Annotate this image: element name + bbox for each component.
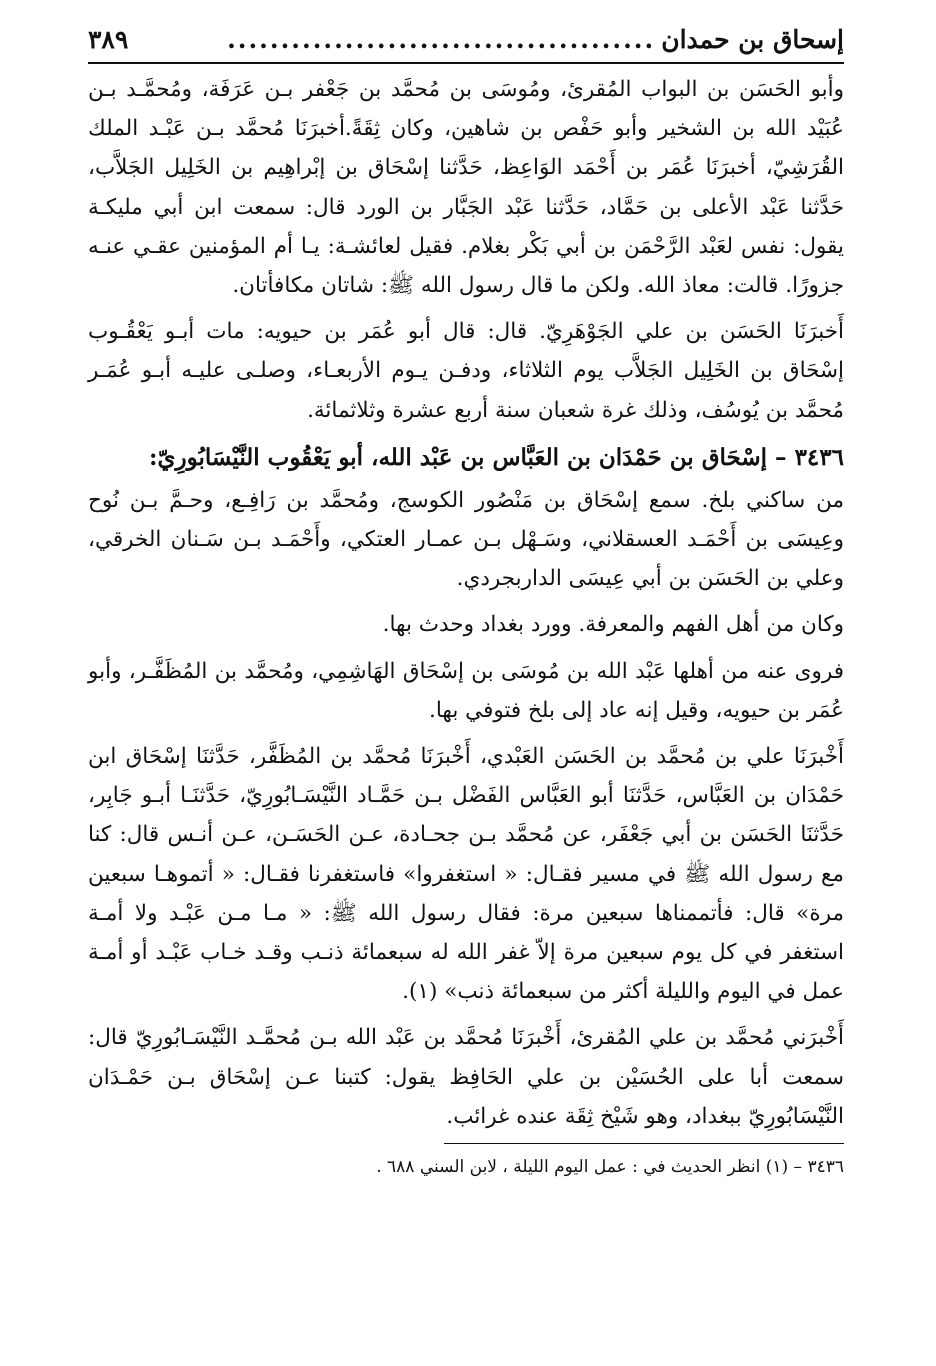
paragraph-death-report: أَخبرَنَا الحَسَن بن علي الجَوْهَرِيّ. قال: قال أبو عُمَر بن حيويه: مات أبـو يَعْقُـوب إسْحَاق بن الخَلِيل الجَلاَّب يوم الثلاثاء، ودفـن يـوم الأربعـاء، وصلـى عليـه أبـو عُمَـر مُحمَّد بن يُوسُف، وذلك غرة شعبان سنة أربع عشرة وثلاثمائة. <box>88 319 844 423</box>
entry-paragraph-reliability: أَخْبرَني مُحمَّد بن علي المُقرئ، أَخْبرَنَا مُحمَّد بن عَبْد الله بـن مُحمَّـد النَّيْسَـابُورِيّ قال: سمعت أبا على الحُسَيْن بن علي الحَافِظ يقول: كتبنا عـن إسْحَاق بـن حَمْـدَان النَّيْسَابُورِيّ ببغداد، وهو شَيْخ ثِقَة عنده غرائب. <box>88 1025 844 1129</box>
entry-heading: ٣٤٣٦ – إسْحَاق بن حَمْدَان بن العَبَّاس بن عَبْد الله، أبو يَعْقُوب النَّيْسَابُورِيّ: <box>148 443 844 471</box>
entry-paragraph-teachers: من ساكني بلخ. سمع إسْحَاق بن مَنْصُور الكوسج، ومُحمَّد بن رَافِـع، وحـمَّ بـن نُوح وعِيسَى بن أَحْمَـد العسقلاني، وسَـهْل بـن عمـار العتكي، وأَحْمَـد بـن سَـنان الخرقي، وعلي بن الحَسَن بن أبي عِيسَى الداربجردي. <box>88 487 844 592</box>
page-body <box>88 70 844 1180</box>
entry-paragraph-students: فروى عنه من أهلها عَبْد الله بن مُوسَى بن إسْحَاق الهَاشِمِي، ومُحمَّد بن المُظَفَّـر، وأبو عُمَر بن حيويه، وقيل إنه عاد إلى بلخ فتوفي بها. <box>88 658 844 723</box>
footnote-separator <box>444 1143 844 1144</box>
entry-paragraph-hadith: أَخْبرَنَا علي بن مُحمَّد بن الحَسَن العَبْدي، أَخْبرَنَا مُحمَّد بن المُظَفَّر، حَدَّثنَا إسْحَاق ابن حَمْدَان بن العَبَّاس، حَدَّثنَا أبو العَبَّاس الفَضْل بـن حَمَّـاد النَّيْسَـابُورِيّ، حَدَّثنَـا أبـو جَابِر، حَدَّثنَا الحَسَن بن أبي جَعْفَر، عن مُحمَّد بـن جحـادة، عـن الحَسَـن، عـن أنـس قال: كنا مع رسول الله ﷺ في مسير فقـال: « استغفروا» فاستغفرنا فقـال: « أتموهـا سبعين مرة» قال: فأتممناها سبعين مرة: فقال رسول الله ﷺ: « مـا مـن عَبْـد ولا أمـة استغفر في كل يوم سبعين مرة إلاّ غفر الله له سبعمائة ذنـب وقـد خـاب عَبْـد أو أمـة عمل في اليوم والليلة أكثر من سبعمائة ذنب» (١). <box>88 744 844 1005</box>
footnote: ٣٤٣٦ – (١) انظر الحديث في : عمل اليوم الليلة ، لابن السني ٦٨٨ . <box>376 1157 844 1178</box>
paragraph-continuation: وأبو الحَسَن بن البواب المُقرئ، ومُوسَى بن مُحمَّد بن جَعْفر بـن عَرَفَة، ومُحمَّـد بـن عُبَيْد الله بن الشخير وأبو حَفْص بن شاهين، وكان ثِقَةً.أخبرَنَا مُحمَّد بـن عَبْـد الملك القُرَشِيّ، أخبرَنَا عُمَر بن أَحْمَد الوَاعِظ، حَدَّثنا إسْحَاق بن إبْراهِيم بن الخَلِيل الجَلاَّب، حَدَّثنا عَبْد الأعلى بن حَمَّاد، حَدَّثنا عَبْد الجَبَّار بن الورد قال: سمعت ابن أبي مليكـة يقول: نفس لعَبْد الرَّحْمَن بن أبي بَكْر بغلام. فقيل لعائشـة: يـا أم المؤمنين عقـي عنـه جزورًا. قالت: معاذ الله. ولكن ما قال رسول الله ﷺ: شاتان مكافأتان. <box>88 77 844 299</box>
running-header <box>88 20 844 64</box>
entry-paragraph-character: وكان من أهل الفهم والمعرفة. وورد بغداد وحدث بها. <box>382 612 844 638</box>
running-header-leader-dots: ........................................ <box>227 25 656 54</box>
page-number: ٣٨٩ <box>88 25 129 54</box>
running-header-title: إسحاق بن حمدان <box>661 25 844 54</box>
